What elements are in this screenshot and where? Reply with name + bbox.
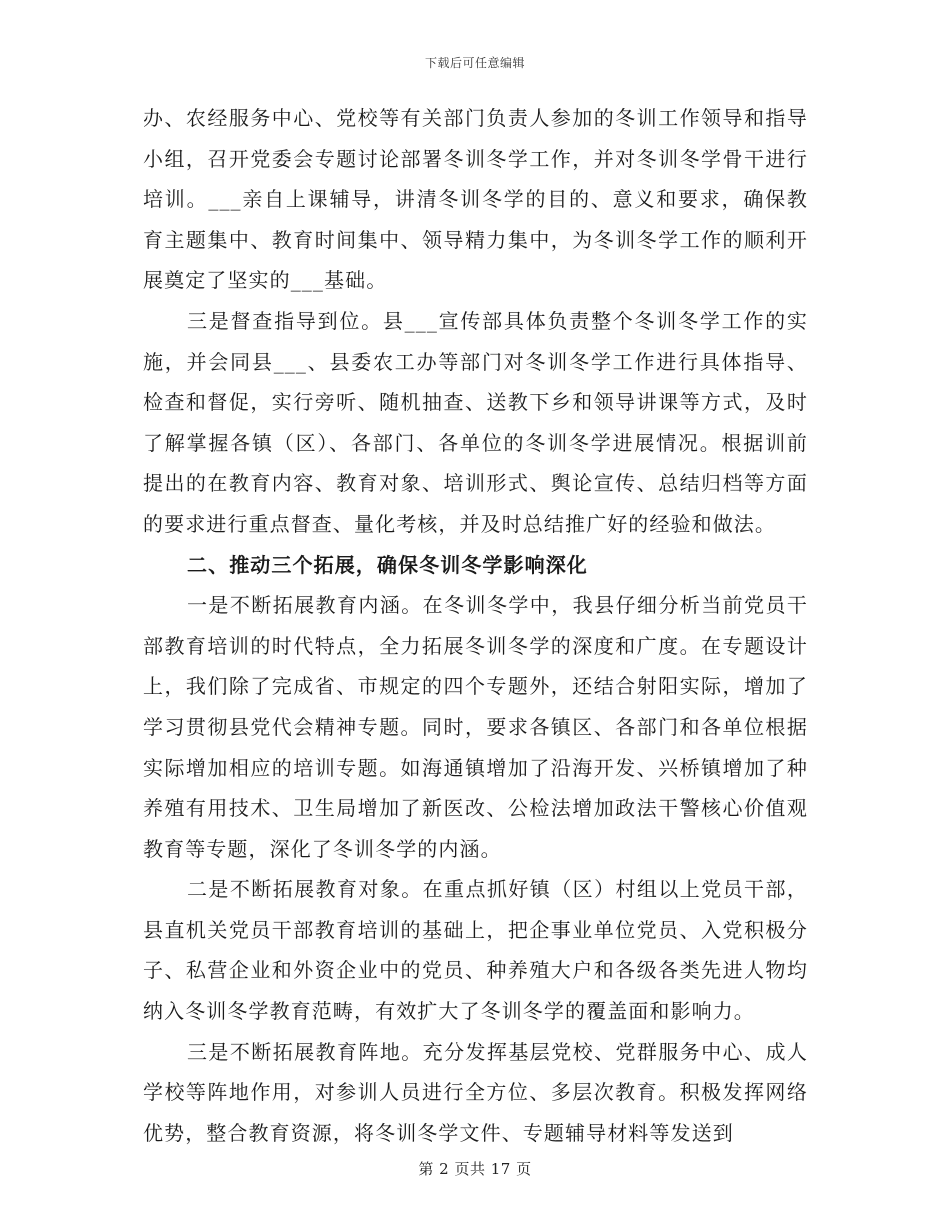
page-header: 下载后可任意编辑 — [424, 56, 525, 70]
paragraph-audience-expansion: 二是不断拓展教育对象。在重点抓好镇（区）村组以上党员干部，县直机关党员干部教育培训的基础上，把企事业单位党员、入党积极分子、私营企业和外资企业中的党员、种养殖大户和各级各类先进人物均纳入冬训冬学教育范畴，有效扩大了冬训冬学的覆盖面和影响力。 — [143, 877, 808, 1024]
section-heading: 二、推动三个拓展，确保冬训冬学影响深化 — [187, 552, 588, 577]
paragraph-supervision: 三是督查指导到位。县___宣传部具体负责整个冬训冬学工作的实施，并会同县___、县委农工办等部门对冬训冬学工作进行具体指导、检查和督促，实行旁听、随机抽查、送教下乡和领导讲课等方式，及时了解掌握各镇（区）、各部门、各单位的冬训冬学进展情况。根据训前提出的在教育内容、教育对象、培训形式、舆论宣传、总结归档等方面的要求进行重点督查、量化考核，并及时总结推广好的经验和做法。 — [143, 308, 808, 536]
paragraph-continued: 办、农经服务中心、党校等有关部门负责人参加的冬训工作领导和指导小组，召开党委会专题讨论部署冬训冬学工作，并对冬训冬学骨干进行培训。___亲自上课辅导，讲清冬训冬学的目的、意义和要求，确保教育主题集中、教育时间集中、领导精力集中，为冬训冬学工作的顺利开展奠定了坚实的___基础。 — [143, 106, 808, 293]
paragraph-venue-expansion: 三是不断拓展教育阵地。充分发挥基层党校、党群服务中心、成人学校等阵地作用，对参训人员进行全方位、多层次教育。积极发挥网络优势，整合教育资源，将冬训冬学文件、专题辅导材料等发送到 — [143, 1039, 808, 1145]
document-body — [143, 98, 808, 1153]
page-footer: 第 2 页共 17 页 — [418, 1160, 532, 1178]
paragraph-content-expansion: 一是不断拓展教育内涵。在冬训冬学中，我县仔细分析当前党员干部教育培训的时代特点，全力拓展冬训冬学的深度和广度。在专题设计上，我们除了完成省、市规定的四个专题外，还结合射阳实际，增加了学习贯彻县党代会精神专题。同时，要求各镇区、各部门和各单位根据实际增加相应的培训专题。如海通镇增加了沿海开发、兴桥镇增加了种养殖有用技术、卫生局增加了新医改、公检法增加政法干警核心价值观教育等专题，深化了冬训冬学的内涵。 — [143, 593, 808, 861]
